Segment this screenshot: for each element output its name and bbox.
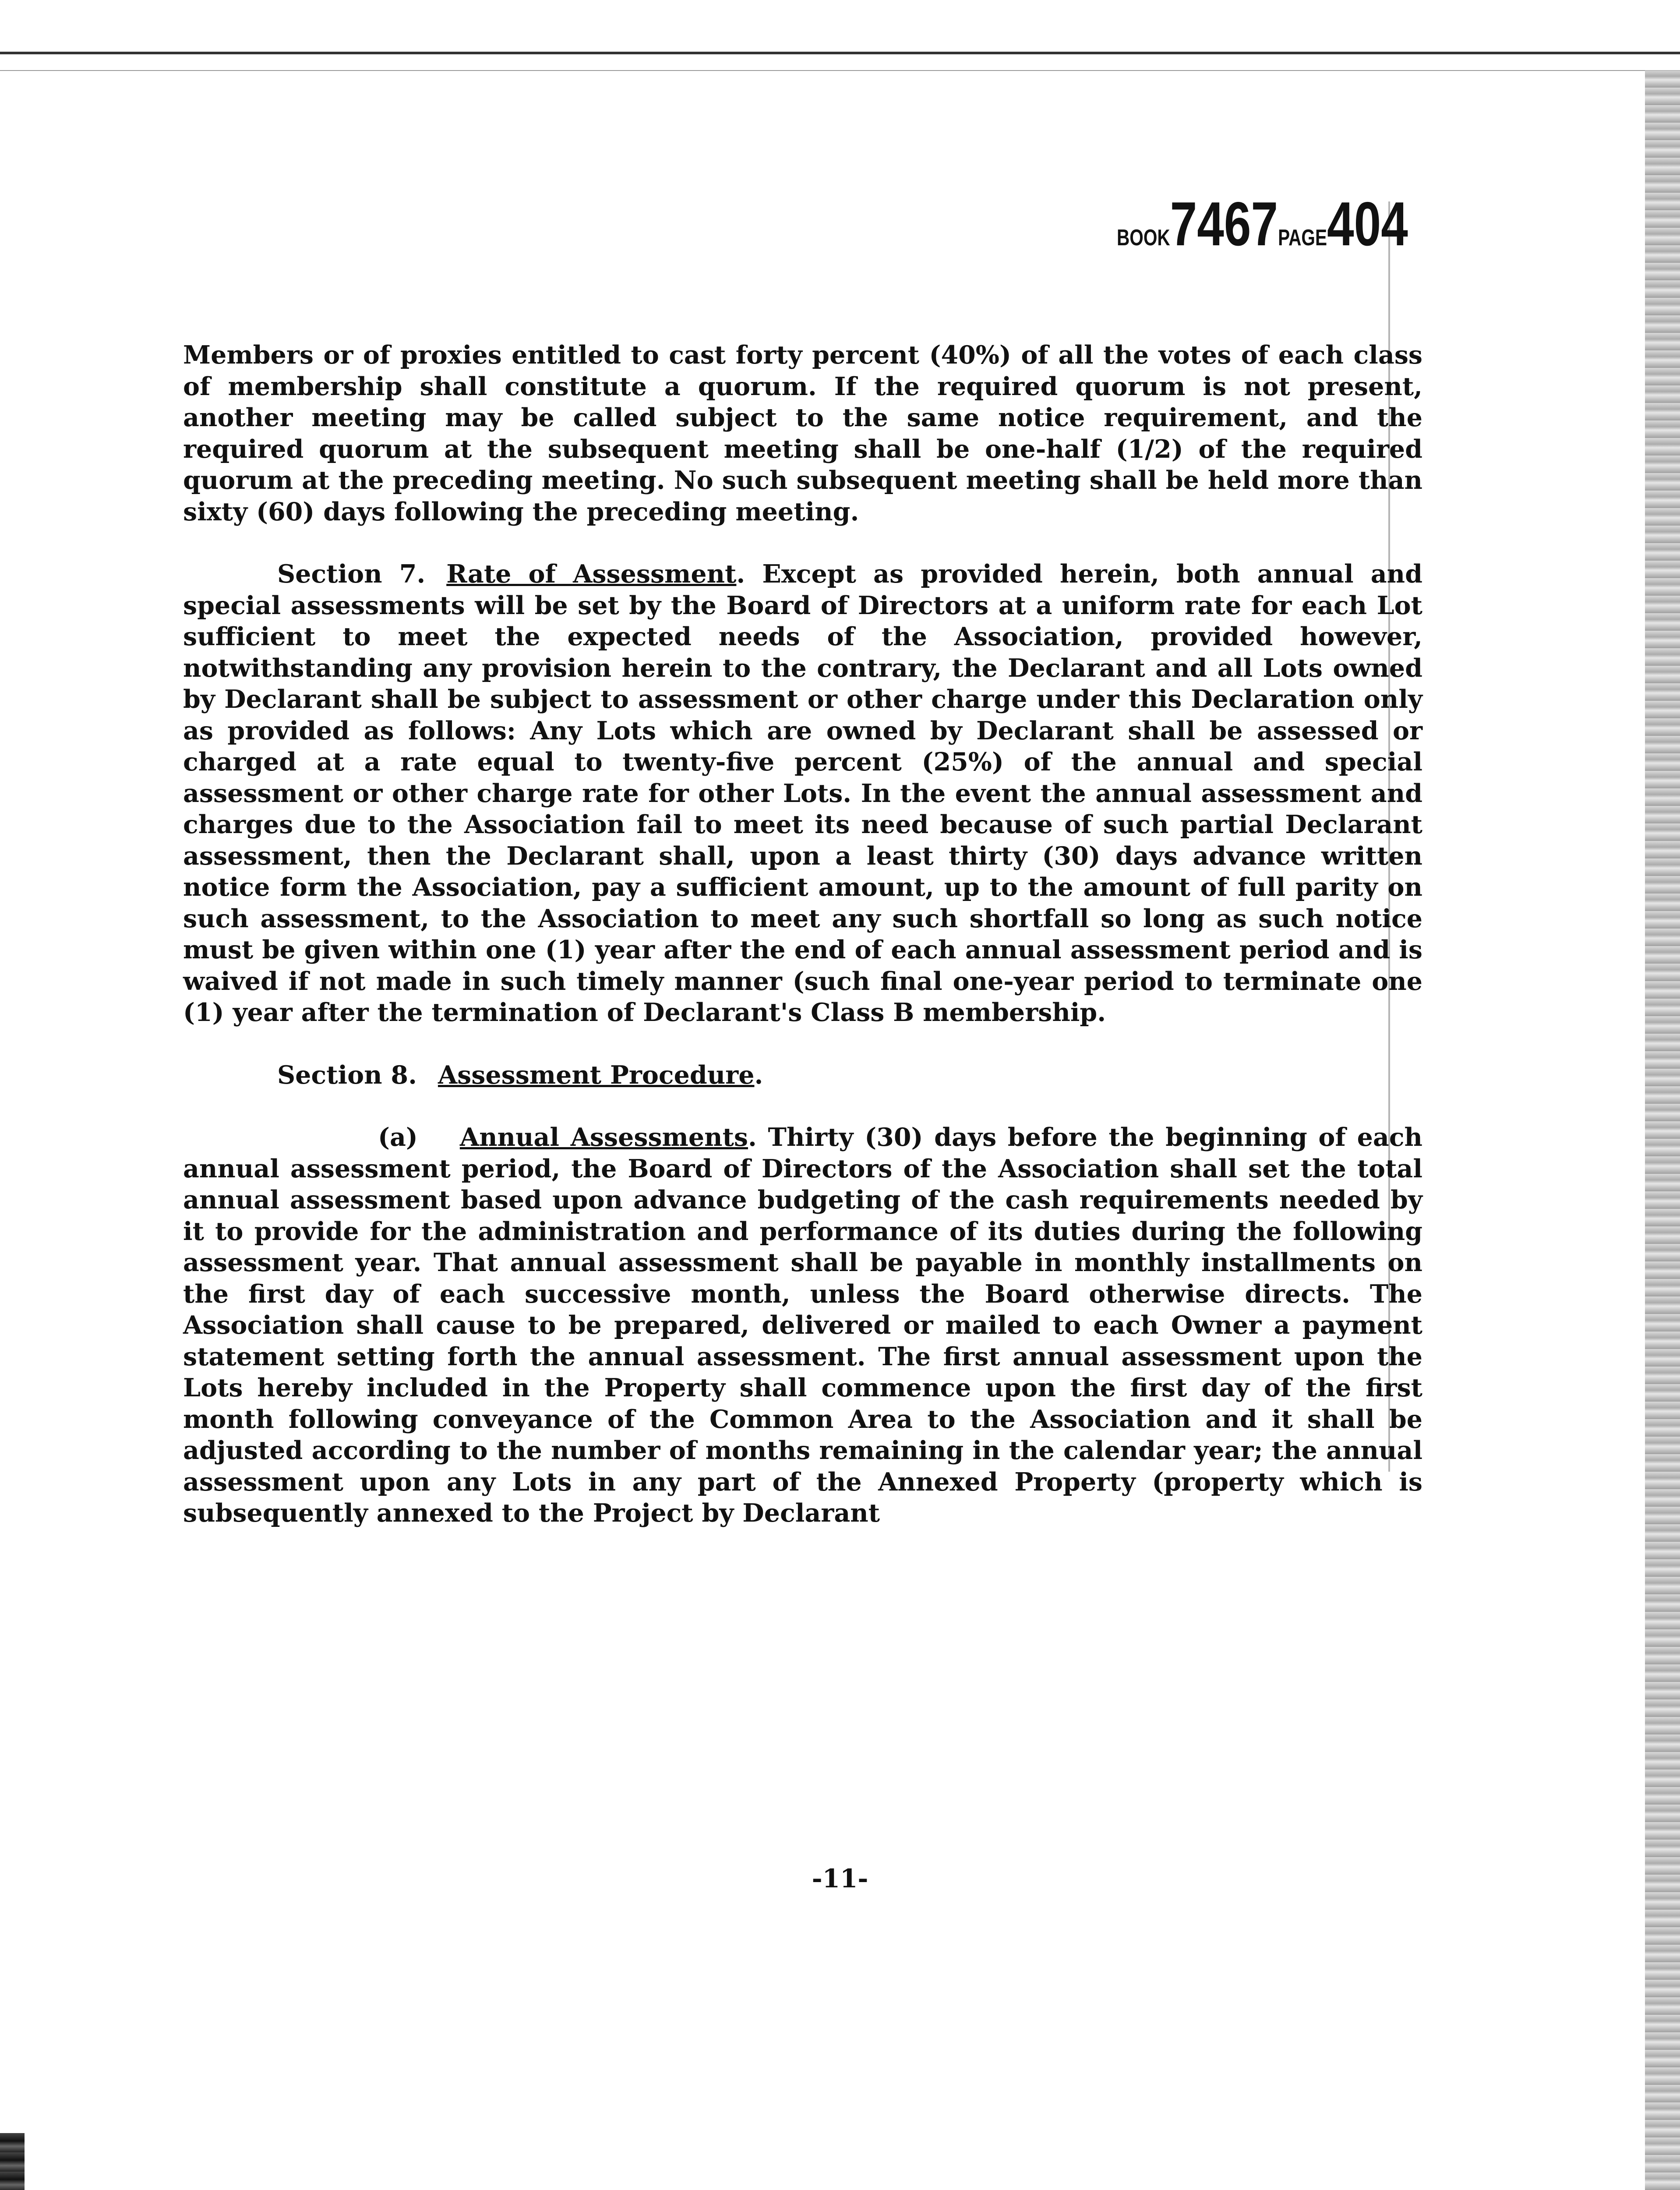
book-number: 7467 — [1170, 189, 1278, 259]
paragraph-quorum: Members or of proxies entitled to cast forty percent (40%) of all the votes of each class of membership shall constitute a quorum. If the required quorum is not present, another meeting may be called subject to the same notice requirement, and the required quorum at the subsequent meeting shall be one-half (1/2) of the required quorum at the preceding meeting. No such subsequent meeting shall be held more than sixty (60) days following the preceding meeting. — [183, 340, 1422, 526]
top-scan-rule — [0, 52, 1680, 54]
section-7 — [183, 558, 1422, 1028]
page-number-ref: 404 — [1327, 189, 1408, 259]
book-label: BOOK — [1117, 225, 1170, 251]
section-8-end: . — [754, 1060, 763, 1090]
top-faint-rule — [0, 70, 1680, 71]
document-body — [183, 339, 1422, 1560]
section-8-label: Section 8. — [277, 1060, 417, 1090]
section-8 — [183, 1060, 1422, 1091]
subsection-a-label: (a) — [378, 1123, 418, 1152]
page-number: -11- — [812, 1864, 868, 1893]
left-scan-edge — [0, 2133, 25, 2190]
section-8-title: Assessment Procedure — [438, 1060, 755, 1090]
book-page-reference — [1117, 188, 1408, 260]
page-label: PAGE — [1278, 225, 1327, 251]
subsection-a-title: Annual Assessments — [459, 1123, 748, 1152]
section-7-text: . Except as provided herein, both annual and special assessments will be set by the Board of Directors at a uniform rate for each Lot sufficient to meet the expected needs of the Association, provided however, notwithstanding any provision herein to the contrary, the Declarant and all Lots owned by Declarant shall be subject to assessment or other charge under this Declaration only as provided as follows: Any Lots which are owned by Declarant shall be assessed or charged at a rate equal to twenty-five percent (25%) of the annual and special assessment or other charge rate for other Lots. In the event the annual assessment and charges due to the Association fail to meet its need because of such partial Declarant assessment, then the Declarant shall, upon a least thirty (30) days advance written notice form the Association, pay a sufficient amount, up to the amount of full parity on such assessment, to the Association to meet any such shortfall so long as such notice must be given within one (1) year after the end of each annual assessment period and is waived if not made in such timely manner (such final one-year period to terminate one (1) year after the termination of Declarant's Class B membership. — [183, 559, 1422, 1027]
section-7-title: Rate of Assessment — [446, 559, 737, 589]
subsection-a-text: . Thirty (30) days before the beginning of each annual assessment period, the Board of Directors of the Association shall set the total annual assessment based upon advance budgeting of the cash requirements needed by it to provide for the administration and performance of its duties during the following assessment year. That annual assessment shall be payable in monthly installments on the first day of each successive month, unless the Board otherwise directs. The Association shall cause to be prepared, delivered or mailed to each Owner a payment statement setting forth the annual assessment. The first annual assessment upon the Lots hereby included in the Property shall commence upon the first day of the first month following conveyance of the Common Area to the Association and it shall be adjusted according to the number of months remaining in the calendar year; the annual assessment upon any Lots in any part of the Annexed Property (property which is subsequently annexed to the Project by Declarant — [183, 1123, 1422, 1528]
section-7-label: Section 7. — [277, 559, 426, 589]
subsection-a — [183, 1122, 1422, 1529]
